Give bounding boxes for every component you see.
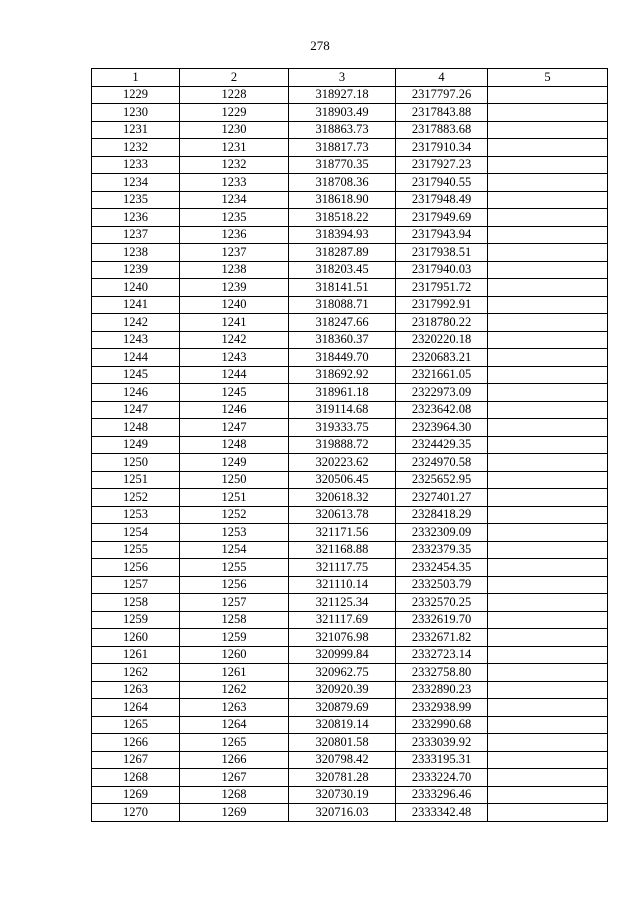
table-cell-col-3: 320801.58 <box>289 734 396 752</box>
table-cell-col-1: 1232 <box>92 139 180 157</box>
table-cell-col-3: 318203.45 <box>289 261 396 279</box>
table-cell-col-2: 1258 <box>180 611 289 629</box>
table-cell-col-5 <box>488 401 608 419</box>
table-cell-col-2: 1236 <box>180 226 289 244</box>
table-cell-col-2: 1267 <box>180 769 289 787</box>
table-cell-col-5 <box>488 716 608 734</box>
table-row <box>92 769 608 787</box>
table-cell-col-1: 1270 <box>92 804 180 822</box>
table-row <box>92 524 608 542</box>
table-cell-col-5 <box>488 156 608 174</box>
table-cell-col-1: 1229 <box>92 86 180 104</box>
table-row <box>92 716 608 734</box>
table-cell-col-4: 2324429.35 <box>396 436 488 454</box>
table-cell-col-5 <box>488 734 608 752</box>
table-row <box>92 699 608 717</box>
table-row <box>92 611 608 629</box>
table-cell-col-4: 2317949.69 <box>396 209 488 227</box>
table-cell-col-3: 318449.70 <box>289 349 396 367</box>
table-cell-col-5 <box>488 139 608 157</box>
table-cell-col-2: 1249 <box>180 454 289 472</box>
table-row <box>92 86 608 104</box>
table-row <box>92 296 608 314</box>
table-cell-col-4: 2333296.46 <box>396 786 488 804</box>
table-cell-col-5 <box>488 699 608 717</box>
table-cell-col-5 <box>488 471 608 489</box>
table-cell-col-2: 1252 <box>180 506 289 524</box>
table-cell-col-1: 1255 <box>92 541 180 559</box>
table-row <box>92 506 608 524</box>
table-cell-col-2: 1233 <box>180 174 289 192</box>
table-cell-col-2: 1239 <box>180 279 289 297</box>
table-row <box>92 366 608 384</box>
table-cell-col-4: 2333224.70 <box>396 769 488 787</box>
table-cell-col-3: 318287.89 <box>289 244 396 262</box>
table-cell-col-3: 318394.93 <box>289 226 396 244</box>
table-cell-col-4: 2332758.80 <box>396 664 488 682</box>
table-cell-col-3: 318518.22 <box>289 209 396 227</box>
table-cell-col-5 <box>488 524 608 542</box>
table-cell-col-2: 1228 <box>180 86 289 104</box>
table-cell-col-3: 318618.90 <box>289 191 396 209</box>
table-cell-col-3: 321076.98 <box>289 629 396 647</box>
table-cell-col-4: 2332454.35 <box>396 559 488 577</box>
table-cell-col-3: 318927.18 <box>289 86 396 104</box>
table-cell-col-3: 320716.03 <box>289 804 396 822</box>
table-cell-col-1: 1251 <box>92 471 180 489</box>
table-row <box>92 629 608 647</box>
table-cell-col-4: 2323964.30 <box>396 419 488 437</box>
table-cell-col-1: 1238 <box>92 244 180 262</box>
table-cell-col-3: 320819.14 <box>289 716 396 734</box>
table-cell-col-1: 1263 <box>92 681 180 699</box>
table-cell-col-3: 320920.39 <box>289 681 396 699</box>
table-cell-col-5 <box>488 209 608 227</box>
table-row <box>92 191 608 209</box>
table-cell-col-1: 1237 <box>92 226 180 244</box>
table-cell-col-2: 1247 <box>180 419 289 437</box>
table-cell-col-4: 2320220.18 <box>396 331 488 349</box>
page-number: 278 <box>310 38 330 53</box>
table-cell-col-4: 2322973.09 <box>396 384 488 402</box>
table-cell-col-2: 1243 <box>180 349 289 367</box>
table-cell-col-3: 318708.36 <box>289 174 396 192</box>
table-cell-col-2: 1253 <box>180 524 289 542</box>
table-cell-col-2: 1244 <box>180 366 289 384</box>
table-cell-col-1: 1258 <box>92 594 180 612</box>
table-row <box>92 139 608 157</box>
table-cell-col-1: 1254 <box>92 524 180 542</box>
table-cell-col-4: 2317951.72 <box>396 279 488 297</box>
table-row <box>92 646 608 664</box>
table-cell-col-3: 318692.92 <box>289 366 396 384</box>
table-cell-col-1: 1252 <box>92 489 180 507</box>
table-cell-col-4: 2333342.48 <box>396 804 488 822</box>
table-cell-col-5 <box>488 86 608 104</box>
table-cell-col-3: 321171.56 <box>289 524 396 542</box>
table-row <box>92 419 608 437</box>
table-cell-col-3: 320781.28 <box>289 769 396 787</box>
table-cell-col-4: 2332379.35 <box>396 541 488 559</box>
table-cell-col-4: 2332570.25 <box>396 594 488 612</box>
table-cell-col-3: 320506.45 <box>289 471 396 489</box>
table-cell-col-4: 2317940.03 <box>396 261 488 279</box>
table-cell-col-2: 1245 <box>180 384 289 402</box>
table-row <box>92 349 608 367</box>
table-cell-col-4: 2333195.31 <box>396 751 488 769</box>
table-cell-col-4: 2323642.08 <box>396 401 488 419</box>
table-row <box>92 559 608 577</box>
table-row <box>92 471 608 489</box>
table-cell-col-5 <box>488 384 608 402</box>
table-cell-col-1: 1256 <box>92 559 180 577</box>
table-cell-col-5 <box>488 611 608 629</box>
table-row <box>92 664 608 682</box>
table-header <box>92 69 608 87</box>
table-cell-col-1: 1260 <box>92 629 180 647</box>
table-cell-col-3: 320613.78 <box>289 506 396 524</box>
table-cell-col-3: 320999.84 <box>289 646 396 664</box>
table-row <box>92 156 608 174</box>
table-row <box>92 541 608 559</box>
table-cell-col-1: 1230 <box>92 104 180 122</box>
table-cell-col-2: 1242 <box>180 331 289 349</box>
table-row <box>92 244 608 262</box>
table-row <box>92 279 608 297</box>
table-cell-col-1: 1245 <box>92 366 180 384</box>
table-cell-col-1: 1261 <box>92 646 180 664</box>
table-cell-col-4: 2332309.09 <box>396 524 488 542</box>
table-cell-col-4: 2332990.68 <box>396 716 488 734</box>
table-cell-col-1: 1269 <box>92 786 180 804</box>
table-cell-col-5 <box>488 664 608 682</box>
table-cell-col-3: 318360.37 <box>289 331 396 349</box>
table-row <box>92 121 608 139</box>
table-cell-col-5 <box>488 366 608 384</box>
table-cell-col-2: 1254 <box>180 541 289 559</box>
table-row <box>92 454 608 472</box>
table-cell-col-4: 2317797.26 <box>396 86 488 104</box>
table-cell-col-1: 1233 <box>92 156 180 174</box>
table-row <box>92 331 608 349</box>
table-cell-col-2: 1259 <box>180 629 289 647</box>
table-cell-col-4: 2317948.49 <box>396 191 488 209</box>
table-cell-col-2: 1268 <box>180 786 289 804</box>
table-cell-col-4: 2332723.14 <box>396 646 488 664</box>
table-row <box>92 209 608 227</box>
table-cell-col-5 <box>488 349 608 367</box>
table-cell-col-1: 1239 <box>92 261 180 279</box>
table-cell-col-2: 1238 <box>180 261 289 279</box>
table-row <box>92 261 608 279</box>
table-cell-col-1: 1253 <box>92 506 180 524</box>
table-row <box>92 594 608 612</box>
table-cell-col-4: 2317843.88 <box>396 104 488 122</box>
table-cell-col-5 <box>488 174 608 192</box>
table-cell-col-1: 1262 <box>92 664 180 682</box>
table-cell-col-4: 2332671.82 <box>396 629 488 647</box>
table-cell-col-4: 2332503.79 <box>396 576 488 594</box>
table-cell-col-5 <box>488 261 608 279</box>
table-cell-col-1: 1268 <box>92 769 180 787</box>
table-cell-col-1: 1231 <box>92 121 180 139</box>
table-row <box>92 734 608 752</box>
table-body <box>92 86 608 821</box>
table-cell-col-4: 2317940.55 <box>396 174 488 192</box>
table-cell-col-1: 1250 <box>92 454 180 472</box>
table-row <box>92 314 608 332</box>
table-cell-col-3: 318903.49 <box>289 104 396 122</box>
table-cell-col-4: 2333039.92 <box>396 734 488 752</box>
table-cell-col-1: 1243 <box>92 331 180 349</box>
table-cell-col-3: 320730.19 <box>289 786 396 804</box>
table-cell-col-3: 320618.32 <box>289 489 396 507</box>
table-cell-col-4: 2332619.70 <box>396 611 488 629</box>
table-cell-col-2: 1261 <box>180 664 289 682</box>
table-cell-col-4: 2318780.22 <box>396 314 488 332</box>
table-row <box>92 104 608 122</box>
table-cell-col-5 <box>488 629 608 647</box>
table-cell-col-5 <box>488 454 608 472</box>
table-cell-col-2: 1260 <box>180 646 289 664</box>
table-cell-col-4: 2325652.95 <box>396 471 488 489</box>
table-cell-col-2: 1234 <box>180 191 289 209</box>
table-cell-col-5 <box>488 121 608 139</box>
table-cell-col-2: 1255 <box>180 559 289 577</box>
table-cell-col-4: 2321661.05 <box>396 366 488 384</box>
table-cell-col-4: 2327401.27 <box>396 489 488 507</box>
table-cell-col-1: 1259 <box>92 611 180 629</box>
table-cell-col-3: 319888.72 <box>289 436 396 454</box>
table-row <box>92 436 608 454</box>
table-cell-col-5 <box>488 279 608 297</box>
header-col-1: 1 <box>92 69 180 87</box>
table-cell-col-2: 1229 <box>180 104 289 122</box>
table-cell-col-5 <box>488 681 608 699</box>
table-cell-col-4: 2332938.99 <box>396 699 488 717</box>
table-cell-col-1: 1241 <box>92 296 180 314</box>
table-row <box>92 681 608 699</box>
table-row <box>92 401 608 419</box>
table-cell-col-5 <box>488 296 608 314</box>
table-cell-col-2: 1240 <box>180 296 289 314</box>
table-cell-col-2: 1237 <box>180 244 289 262</box>
table-row <box>92 226 608 244</box>
table-row <box>92 174 608 192</box>
table-cell-col-5 <box>488 104 608 122</box>
table-cell-col-5 <box>488 559 608 577</box>
table-cell-col-2: 1235 <box>180 209 289 227</box>
table-row <box>92 576 608 594</box>
table-cell-col-4: 2332890.23 <box>396 681 488 699</box>
table-cell-col-2: 1256 <box>180 576 289 594</box>
table-cell-col-4: 2317938.51 <box>396 244 488 262</box>
table-cell-col-5 <box>488 541 608 559</box>
table-cell-col-3: 318088.71 <box>289 296 396 314</box>
table-cell-col-1: 1234 <box>92 174 180 192</box>
table-cell-col-2: 1232 <box>180 156 289 174</box>
table-cell-col-1: 1249 <box>92 436 180 454</box>
table-cell-col-4: 2324970.58 <box>396 454 488 472</box>
table-cell-col-3: 319333.75 <box>289 419 396 437</box>
table-cell-col-2: 1248 <box>180 436 289 454</box>
table-cell-col-2: 1264 <box>180 716 289 734</box>
table-cell-col-5 <box>488 419 608 437</box>
table-cell-col-2: 1231 <box>180 139 289 157</box>
table-cell-col-1: 1264 <box>92 699 180 717</box>
table-cell-col-1: 1265 <box>92 716 180 734</box>
table-cell-col-3: 321110.14 <box>289 576 396 594</box>
table-cell-col-3: 318247.66 <box>289 314 396 332</box>
table-cell-col-1: 1240 <box>92 279 180 297</box>
header-col-2: 2 <box>180 69 289 87</box>
table-cell-col-3: 320879.69 <box>289 699 396 717</box>
table-cell-col-2: 1257 <box>180 594 289 612</box>
table-cell-col-5 <box>488 436 608 454</box>
table-cell-col-3: 321117.69 <box>289 611 396 629</box>
table-cell-col-4: 2317883.68 <box>396 121 488 139</box>
table-cell-col-1: 1235 <box>92 191 180 209</box>
table-cell-col-4: 2317992.91 <box>396 296 488 314</box>
table-cell-col-4: 2320683.21 <box>396 349 488 367</box>
table-cell-col-2: 1241 <box>180 314 289 332</box>
table-cell-col-5 <box>488 769 608 787</box>
table-cell-col-5 <box>488 331 608 349</box>
table-cell-col-3: 318863.73 <box>289 121 396 139</box>
table-cell-col-1: 1236 <box>92 209 180 227</box>
table-cell-col-2: 1265 <box>180 734 289 752</box>
table-cell-col-5 <box>488 191 608 209</box>
table-cell-col-5 <box>488 244 608 262</box>
table-row <box>92 489 608 507</box>
table-cell-col-2: 1250 <box>180 471 289 489</box>
header-col-4: 4 <box>396 69 488 87</box>
table-cell-col-2: 1269 <box>180 804 289 822</box>
table-cell-col-2: 1266 <box>180 751 289 769</box>
table-cell-col-1: 1244 <box>92 349 180 367</box>
header-row <box>92 69 608 87</box>
table-cell-col-2: 1262 <box>180 681 289 699</box>
table-cell-col-3: 321125.34 <box>289 594 396 612</box>
table-cell-col-5 <box>488 506 608 524</box>
table-cell-col-3: 320798.42 <box>289 751 396 769</box>
table-row <box>92 751 608 769</box>
table-cell-col-4: 2317927.23 <box>396 156 488 174</box>
table-cell-col-1: 1242 <box>92 314 180 332</box>
table-cell-col-4: 2317910.34 <box>396 139 488 157</box>
table-cell-col-2: 1230 <box>180 121 289 139</box>
table-cell-col-3: 321117.75 <box>289 559 396 577</box>
table-cell-col-5 <box>488 314 608 332</box>
table-cell-col-4: 2317943.94 <box>396 226 488 244</box>
table-cell-col-5 <box>488 489 608 507</box>
table-cell-col-3: 319114.68 <box>289 401 396 419</box>
table-cell-col-3: 318141.51 <box>289 279 396 297</box>
coordinates-table <box>91 68 608 822</box>
table-cell-col-5 <box>488 751 608 769</box>
table-cell-col-3: 320962.75 <box>289 664 396 682</box>
table-row <box>92 786 608 804</box>
table-cell-col-3: 318770.35 <box>289 156 396 174</box>
header-col-5: 5 <box>488 69 608 87</box>
table-cell-col-1: 1257 <box>92 576 180 594</box>
table-cell-col-1: 1267 <box>92 751 180 769</box>
table-cell-col-1: 1247 <box>92 401 180 419</box>
table-cell-col-2: 1246 <box>180 401 289 419</box>
table-cell-col-5 <box>488 804 608 822</box>
table-cell-col-1: 1246 <box>92 384 180 402</box>
table-cell-col-5 <box>488 576 608 594</box>
table-cell-col-3: 318817.73 <box>289 139 396 157</box>
table-cell-col-5 <box>488 226 608 244</box>
table-cell-col-3: 321168.88 <box>289 541 396 559</box>
table-cell-col-1: 1266 <box>92 734 180 752</box>
header-col-3: 3 <box>289 69 396 87</box>
table-row <box>92 384 608 402</box>
table-row <box>92 804 608 822</box>
table-cell-col-3: 320223.62 <box>289 454 396 472</box>
table-cell-col-5 <box>488 594 608 612</box>
table-cell-col-3: 318961.18 <box>289 384 396 402</box>
table-cell-col-4: 2328418.29 <box>396 506 488 524</box>
table-cell-col-2: 1251 <box>180 489 289 507</box>
table-cell-col-5 <box>488 646 608 664</box>
table-cell-col-5 <box>488 786 608 804</box>
table-cell-col-2: 1263 <box>180 699 289 717</box>
table-cell-col-1: 1248 <box>92 419 180 437</box>
